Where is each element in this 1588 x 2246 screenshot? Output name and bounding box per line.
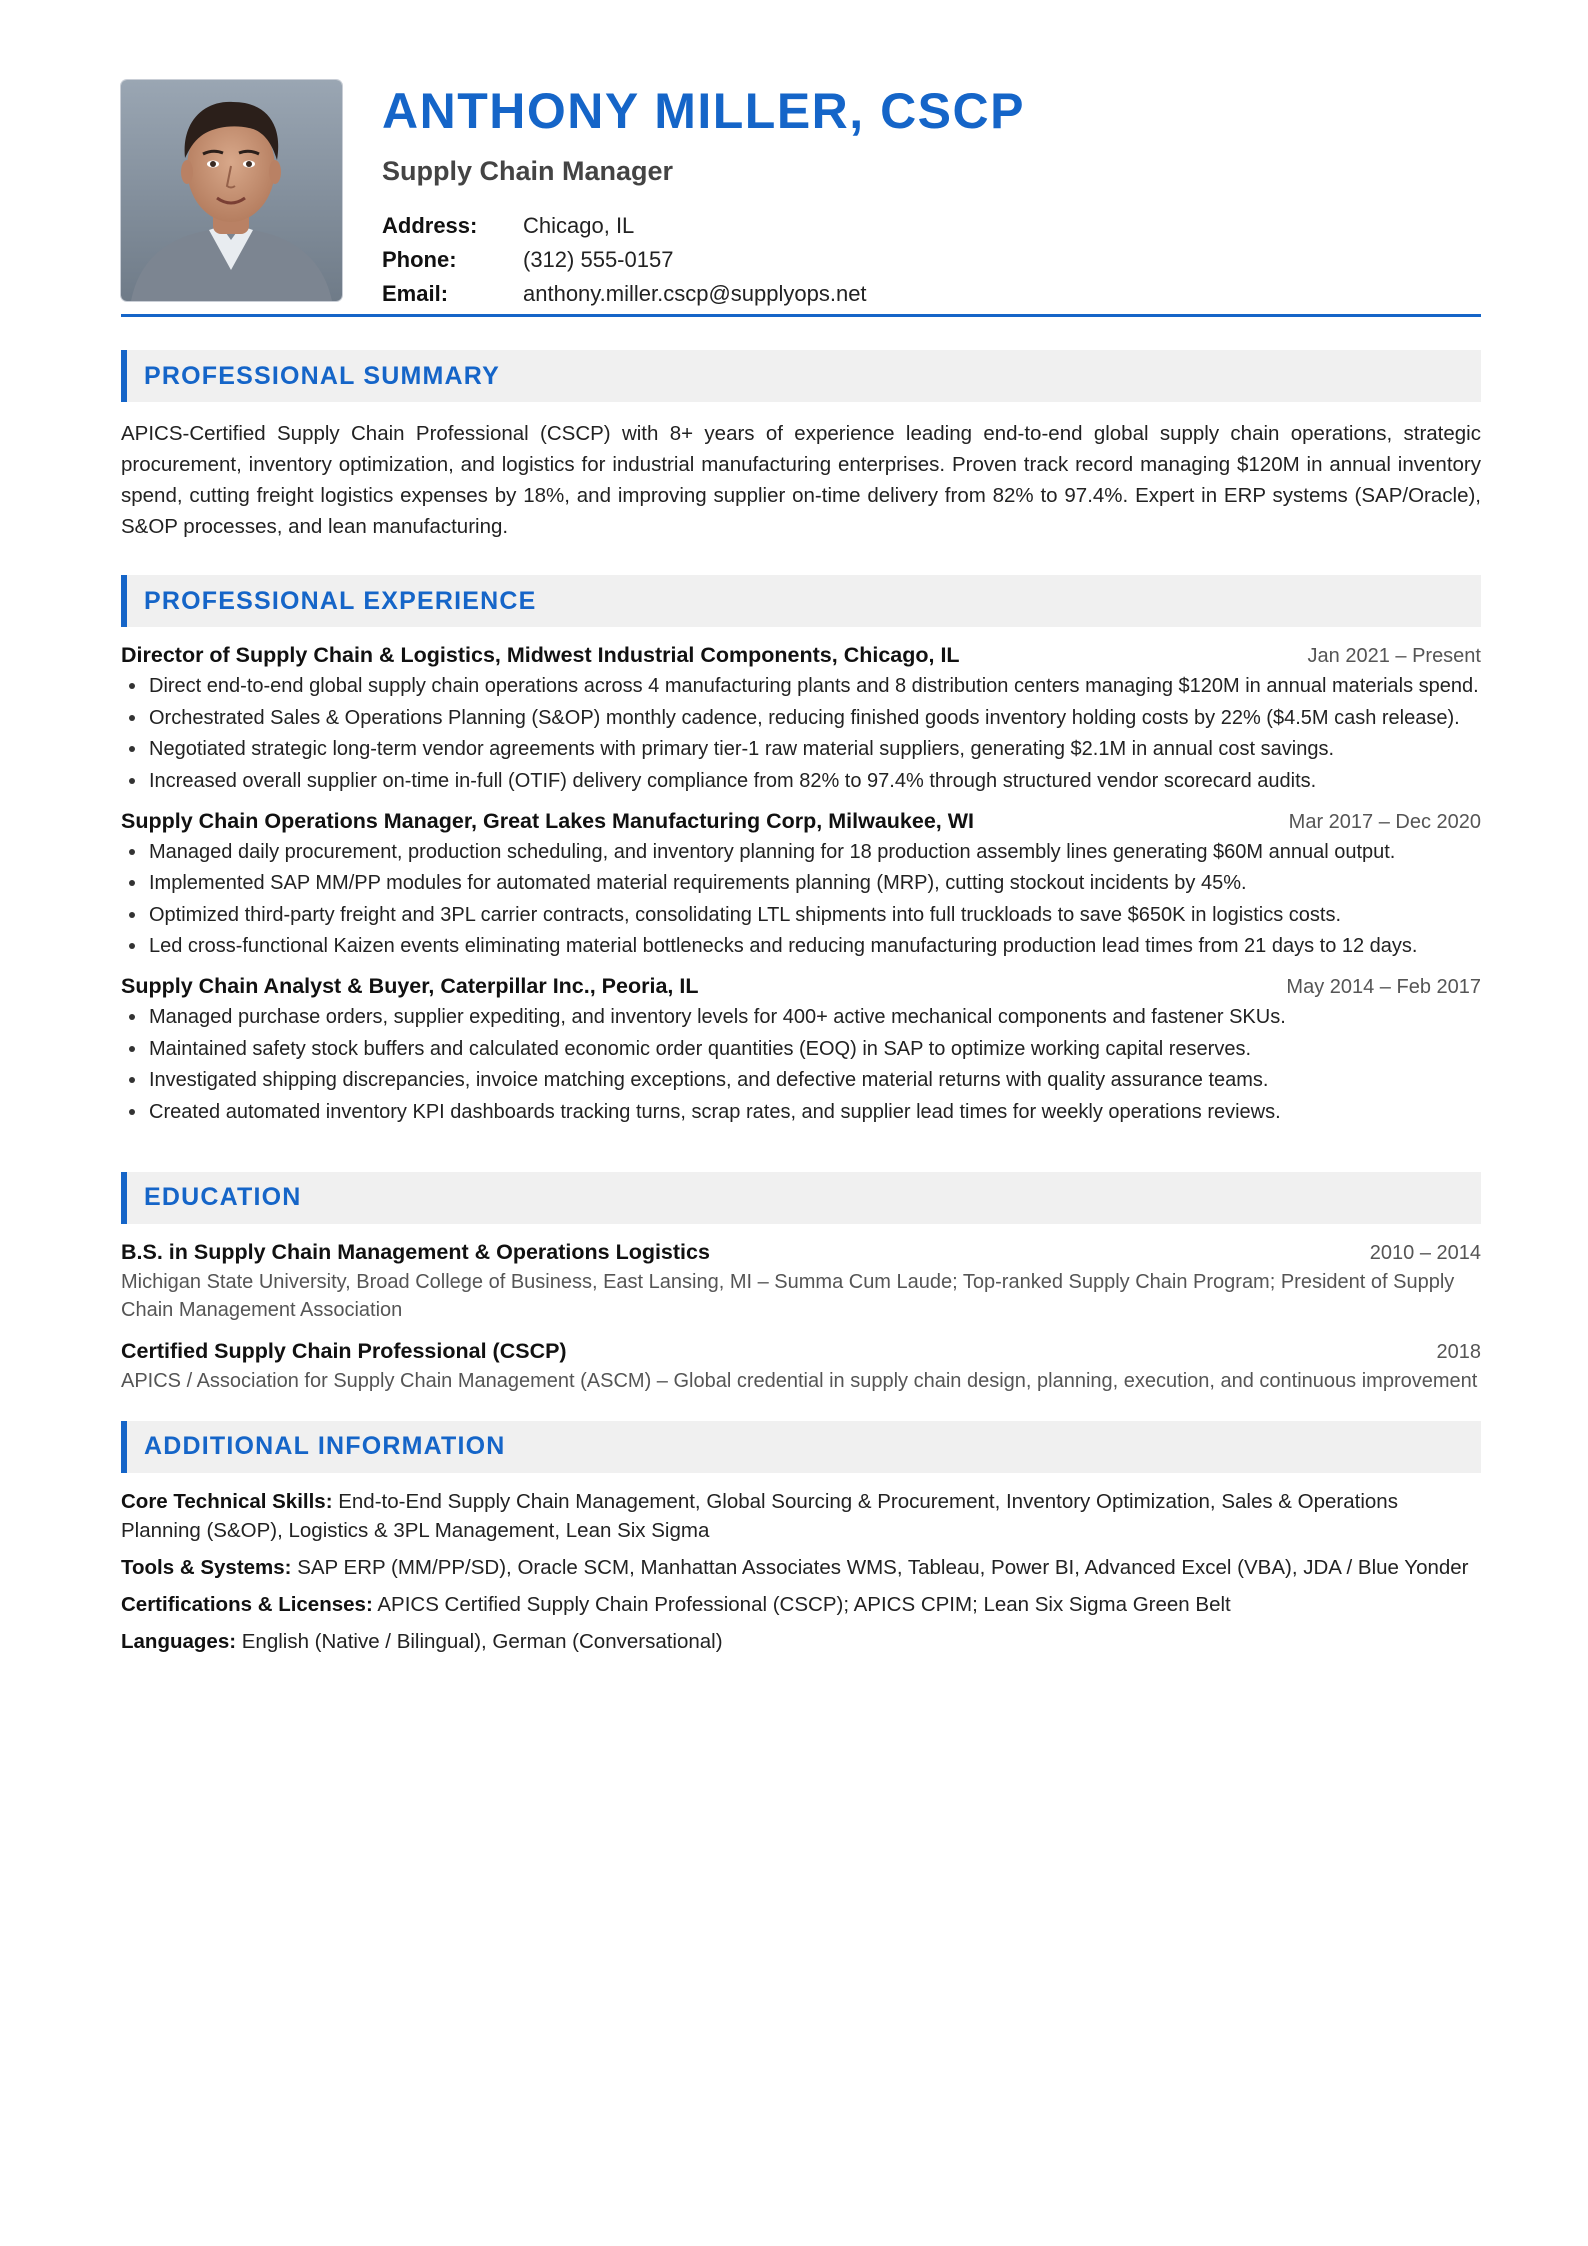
email-link[interactable]: anthony.miller.cscp@supplyops.net (523, 281, 867, 306)
section-heading-summary (121, 350, 1481, 402)
contact-address (382, 209, 1025, 243)
job-bullets (121, 672, 1481, 795)
education-list (121, 1240, 1481, 1395)
education-header (121, 1240, 1481, 1265)
job-title: Director of Supply Chain & Logistics, Midwest Industrial Components, Chicago, IL (121, 643, 960, 667)
job-date: May 2014 – Feb 2017 (1286, 976, 1481, 998)
contact-label: Phone: (382, 247, 457, 272)
candidate-title: Supply Chain Manager (382, 156, 674, 186)
info-row-certifications (121, 1590, 1481, 1619)
job-bullet: Investigated shipping discrepancies, invoice matching exceptions, and defective material returns with quality assurance teams. (121, 1066, 1481, 1094)
info-label: Certifications & Licenses: (121, 1592, 373, 1616)
contact-email (382, 277, 1025, 311)
job-bullet: Managed purchase orders, supplier expediting, and inventory levels for 400+ active mechanical components and fastener SKUs. (121, 1003, 1481, 1031)
job-title: Supply Chain Operations Manager, Great Lakes Manufacturing Corp, Milwaukee, WI (121, 808, 974, 833)
profile-photo (121, 80, 342, 301)
section-title: PROFESSIONAL SUMMARY (144, 361, 500, 390)
info-label: Core Technical Skills: (121, 1489, 333, 1513)
address-value: Chicago, IL (523, 213, 635, 238)
header-text (382, 80, 1025, 311)
resume-page (121, 80, 1481, 1664)
job-entry (121, 643, 1481, 795)
job-bullet: Increased overall supplier on-time in-full (OTIF) delivery compliance from 82% to 97.4% through structured vendor scorecard audits. (121, 767, 1481, 795)
candidate-name: ANTHONY MILLER, CSCP (382, 83, 1025, 139)
job-entry (121, 809, 1481, 961)
header-divider (121, 314, 1481, 317)
phone-value: (312) 555-0157 (523, 247, 674, 272)
job-bullet: Implemented SAP MM/PP modules for automated material requirements planning (MRP), cutting stockout incidents by 45%. (121, 869, 1481, 897)
job-title: Supply Chain Analyst & Buyer, Caterpillar Inc., Peoria, IL (121, 974, 699, 998)
job-bullet: Orchestrated Sales & Operations Planning (S&OP) monthly cadence, reducing finished goods inventory holding costs by 22% ($4.5M cash release). (121, 704, 1481, 732)
info-row-tools (121, 1553, 1481, 1582)
job-bullet: Led cross-functional Kaizen events eliminating material bottlenecks and reducing manufacturing production lead times from 21 days to 12 days. (121, 932, 1481, 960)
job-date: Jan 2021 – Present (1307, 645, 1481, 667)
education-entry (121, 1240, 1481, 1324)
job-bullet: Created automated inventory KPI dashboards tracking turns, scrap rates, and supplier lead times for weekly operations reviews. (121, 1098, 1481, 1126)
info-value: APICS Certified Supply Chain Professional (CSCP); APICS CPIM; Lean Six Sigma Green Belt (377, 1592, 1231, 1616)
job-entry (121, 974, 1481, 1126)
job-bullet: Maintained safety stock buffers and calculated economic order quantities (EOQ) in SAP to optimize working capital reserves. (121, 1035, 1481, 1063)
experience-list (121, 643, 1481, 1126)
job-bullet: Managed daily procurement, production scheduling, and inventory planning for 18 production assembly lines generating $60M annual output. (121, 838, 1481, 866)
degree-title: B.S. in Supply Chain Management & Operations Logistics (121, 1239, 710, 1264)
section-heading-experience (121, 575, 1481, 627)
job-bullet: Optimized third-party freight and 3PL carrier contracts, consolidating LTL shipments into full truckloads to save $650K in logistics costs. (121, 901, 1481, 929)
job-date: Mar 2017 – Dec 2020 (1288, 810, 1481, 833)
summary-paragraph: APICS-Certified Supply Chain Professional (CSCP) with 8+ years of experience leading end-to-end global supply chain operations, strategic procurement, inventory optimization, and logistics for industrial manufacturing enterprises. Proven track record managing $120M in annual inventory spend, cutting freight logistics expenses by 18%, and improving supplier on-time delivery from 82% to 97.4%. Expert in ERP systems (SAP/Oracle), S&OP processes, and lean manufacturing. (121, 422, 1481, 538)
info-row-languages (121, 1627, 1481, 1656)
info-label: Tools & Systems: (121, 1555, 292, 1579)
education-date: 2010 – 2014 (1369, 1241, 1481, 1264)
section-title: EDUCATION (144, 1183, 302, 1211)
job-header (121, 809, 1481, 834)
education-date: 2018 (1436, 1340, 1481, 1363)
contact-label: Address: (382, 213, 478, 238)
education-detail: APICS / Association for Supply Chain Management (ASCM) – Global credential in supply chain design, planning, execution, and continuous improvement (121, 1369, 1478, 1392)
info-label: Languages: (121, 1629, 237, 1653)
contact-list (382, 209, 1025, 311)
resume-header (121, 80, 1481, 306)
section-title: ADDITIONAL INFORMATION (144, 1432, 506, 1460)
info-value: SAP ERP (MM/PP/SD), Oracle SCM, Manhattan Associates WMS, Tableau, Power BI, Advanced Excel (VBA), JDA / Blue Yonder (297, 1555, 1469, 1579)
contact-label: Email: (382, 281, 449, 306)
education-entry (121, 1339, 1481, 1395)
contact-phone (382, 243, 1025, 277)
degree-title: Certified Supply Chain Professional (CSCP) (121, 1338, 567, 1363)
job-bullets (121, 1003, 1481, 1126)
info-value: English (Native / Bilingual), German (Conversational) (241, 1629, 723, 1653)
section-heading-education (121, 1172, 1481, 1224)
job-header (121, 974, 1481, 999)
job-bullet: Negotiated strategic long-term vendor agreements with primary tier-1 raw material suppliers, generating $2.1M in annual cost savings. (121, 735, 1481, 763)
info-value: End-to-End Supply Chain Management, Global Sourcing & Procurement, Inventory Optimization, Sales & Operations Planning (S&OP), Logistics & 3PL Management, Lean Six Sigma (121, 1489, 1398, 1542)
additional-info-list (121, 1487, 1481, 1656)
section-heading-additional (121, 1421, 1481, 1473)
info-row-skills (121, 1487, 1481, 1545)
job-bullet: Direct end-to-end global supply chain operations across 4 manufacturing plants and 8 distribution centers managing $120M in annual materials spend. (121, 672, 1481, 700)
education-detail: Michigan State University, Broad College of Business, East Lansing, MI – Summa Cum Laude; Top-ranked Supply Chain Program; President of Supply Chain Management Association (121, 1270, 1455, 1321)
job-bullets (121, 838, 1481, 961)
section-title: PROFESSIONAL EXPERIENCE (144, 586, 537, 615)
education-header (121, 1339, 1481, 1364)
job-header (121, 643, 1481, 668)
